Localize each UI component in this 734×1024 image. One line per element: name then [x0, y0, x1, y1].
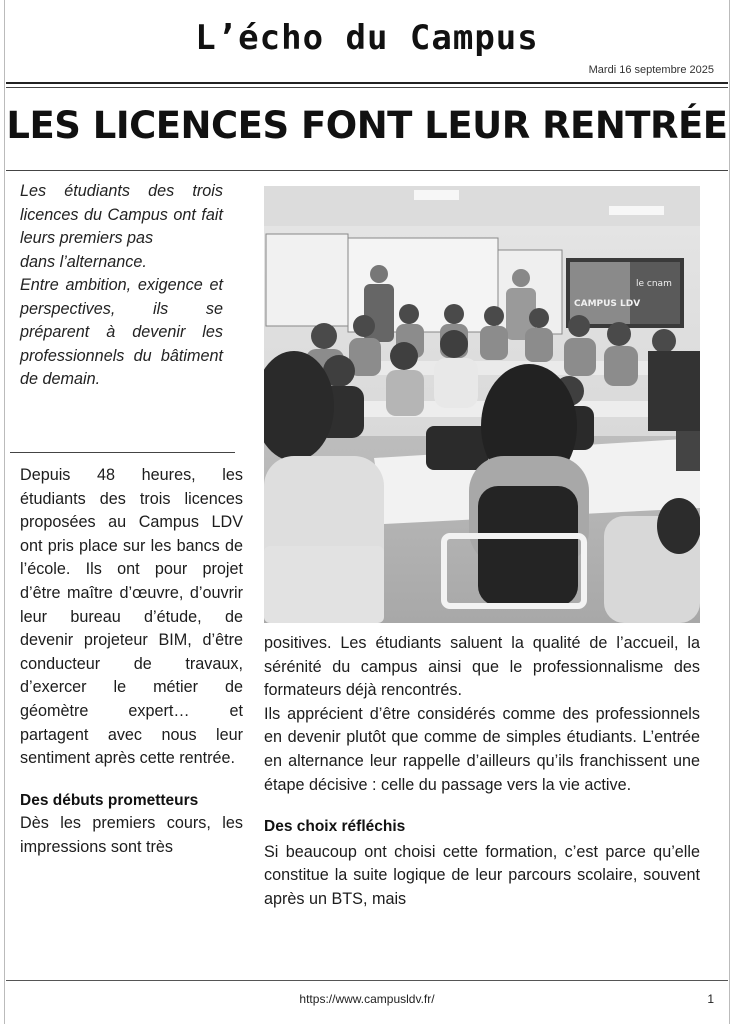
footer-rule	[6, 980, 728, 981]
issue-date: Mardi 16 septembre 2025	[588, 64, 714, 76]
section-choix-paragraph: Si beaucoup ont choisi cette formation, c’est parce qu’elle constitue la suite logique de leur parcours scolaire, souvent après un BTS, mais	[264, 842, 700, 908]
section-debuts-paragraph-2: Ils apprécient d’être considérés comme des professionnels en devenir plutôt que comme de simples étudiants. L’entrée en alternance leur rappelle d’ailleurs qu’ils franchissent une étape décisive : celle du passage vers la vie active.	[264, 704, 700, 794]
article-headline: LES LICENCES FONT LEUR RENTRÉE	[6, 104, 728, 147]
page-number: 1	[707, 992, 714, 1006]
section-title-debuts: Des débuts prometteurs	[20, 791, 199, 809]
section-debuts-continued: positives. Les étudiants saluent la qualité de l’accueil, la sérénité du campus ainsi que le professionnalisme des formateurs déjà rencontrés.	[264, 634, 700, 700]
screen-logo-2: le cnam	[636, 279, 672, 289]
masthead	[0, 0, 734, 60]
page-edge-right	[729, 0, 730, 1024]
masthead-rule-top	[6, 82, 728, 84]
intro-paragraph: Depuis 48 heures, les étudiants des trois licences proposées au Campus LDV ont pris place sur les bancs de l’école. Ils ont pour projet d’être maître d’œuvre, d’ouvrir leur bureau d’étude, de devenir projeteur BIM, d’être conducteur de travaux, d’exercer le métier de géomètre expert… et partagent avec nous leur sentiment après cette rentrée.	[20, 466, 243, 768]
newspaper-title: L’écho du Campus	[195, 18, 539, 58]
column-right	[264, 632, 700, 912]
section-title-choix: Des choix réfléchis	[264, 818, 406, 836]
lead-line-2: dans l’alternance.	[20, 252, 147, 271]
masthead-rule-bottom	[6, 87, 728, 88]
lead-line-1: Les étudiants des trois licences du Campus ont fait leurs premiers pas	[20, 182, 223, 247]
classroom-photo	[264, 186, 700, 623]
lead-line-3: Entre ambition, exigence et perspectives, ils se préparent à devenir les professionnels du bâtiment de demain.	[20, 276, 223, 388]
lead-separator	[10, 452, 235, 453]
section-debuts-start: Dès les premiers cours, les impressions sont très	[20, 814, 243, 856]
headline-rule	[6, 170, 728, 171]
page-edge-left	[4, 0, 5, 1024]
screen-logo: CAMPUS LDV	[574, 299, 641, 309]
footer-url-link[interactable]: https://www.campusldv.fr/	[299, 992, 435, 1006]
column-left	[20, 464, 243, 860]
article-lead	[20, 180, 223, 392]
